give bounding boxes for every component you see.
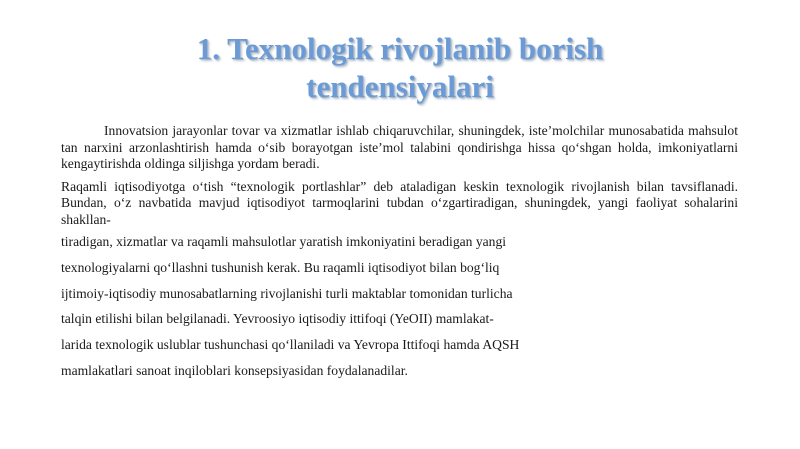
text-line: ijtimoiy-iqtisodiy munosabatlarning rivojlanishi turli maktablar tomonidan turlicha <box>61 285 513 301</box>
text-line: talqin etilishi bilan belgilanadi. Yevroosiyo iqtisodiy ittifoqi (YeOII) mamlakat- <box>61 311 494 327</box>
text-line: larida texnologik uslublar tushunchasi qo‘llaniladi va Yevropa Ittifoqi hamda AQSH <box>61 337 520 353</box>
title-line-1: 1. Texnologik rivojlanib borish <box>196 31 604 66</box>
paragraph-digital-economy: Raqamli iqtisodiyotga o‘tish “texnologik portlashlar” deb ataladigan keskin texnologik rivojlanish bilan tavsiflanadi. Bundan, o‘z navbatida mavjud iqtisodiyot tarmoqlarini tubdan o‘zgartiradigan, shuningdek, yangi faoliyat sohalarini shakllan- <box>61 178 738 227</box>
paragraph-innovation: Innovatsion jarayonlar tovar va xizmatlar ishlab chiqaruvchilar, shuningdek, iste’molchilar munosabatida mahsulot tan narxini arzonlashtirish hamda o‘sib borayotgan iste’mol talabini qondirishga hissa qo‘shgan holda, imkoniyatlarni kengaytirishda oldinga siljishga yordam beradi. <box>61 123 738 171</box>
title-line-2: tendensiyalari <box>306 69 494 104</box>
text-line: mamlakatlari sanoat inqiloblari konsepsiyasidan foydalanadilar. <box>61 362 408 378</box>
text-line: texnologiyalarni qo‘llashni tushunish kerak. Bu raqamli iqtisodiyot bilan bog‘liq <box>61 259 500 275</box>
slide-title <box>0 30 800 106</box>
text-line: tiradigan, xizmatlar va raqamli mahsulotlar yaratish imkoniyatini beradigan yangi <box>61 234 507 249</box>
slide-body <box>61 123 738 389</box>
